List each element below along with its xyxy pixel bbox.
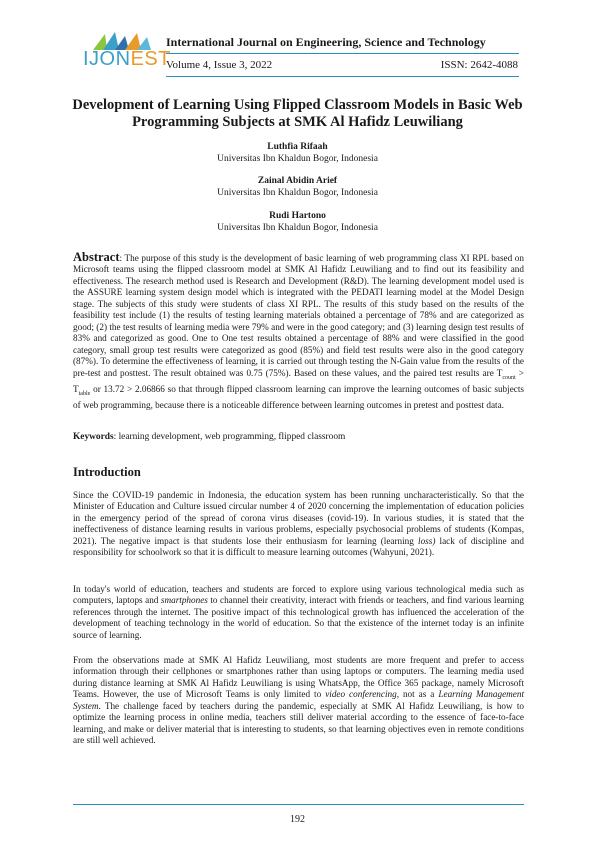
logo-text: IJONEST bbox=[83, 48, 171, 70]
author-name: Rudi Hartono bbox=[269, 211, 326, 221]
header-rule-top bbox=[166, 53, 519, 54]
journal-logo bbox=[83, 32, 171, 70]
section-heading-introduction: Introduction bbox=[73, 465, 141, 479]
intro-paragraph-2: In today's world of education, teachers and students are forced to explore using various technological media such as computers, laptops and smartphones to channel their creativity, interact with friends or teachers, and find various learning references through the internet. The positive impact of this technological growth has influenced the acceleration of the development of teaching technology in the world of education. So that the existence of the internet today is an infinite source of learning. bbox=[73, 584, 524, 640]
author-block-3 bbox=[60, 210, 535, 234]
journal-name: International Journal on Engineering, Science and Technology bbox=[166, 35, 486, 49]
author-affiliation: Universitas Ibn Khaldun Bogor, Indonesia bbox=[217, 188, 378, 198]
volume-issue: Volume 4, Issue 3, 2022 bbox=[166, 59, 273, 71]
intro-paragraph-3: From the observations made at SMK Al Hafidz Leuwiliang, most students are more frequent and prefer to access information through their cellphones or smartphones rather than using laptops or computers. The learning media used during distance learning at SMK Al Hafidz Leuwiliang is using WhatsApp, the Office 365 package, namely Microsoft Teams. However, the use of Microsoft Teams is only limited to video conferencing, not as a Learning Management System. The challenge faced by teachers during the pandemic, especially at SMK Al Hafidz Leuwiliang, is how to optimize the learning process in online media, teachers still deliver material according to the essence of face-to-face learning, and make or deliver material that is interesting to students, so that learning objectives even in remote conditions are still well achieved. bbox=[73, 655, 525, 746]
author-name: Luthfia Rifaah bbox=[267, 142, 328, 152]
journal-header bbox=[83, 28, 518, 78]
header-rule-bottom bbox=[166, 76, 519, 77]
author-name: Zainal Abidin Arief bbox=[257, 176, 338, 186]
page-number: 192 bbox=[290, 814, 305, 825]
keywords: Keywords: learning development, web programming, flipped classroom bbox=[73, 432, 346, 442]
abstract: Abstract: The purpose of this study is the development of basic learning of web programming class XI RPL based on Microsoft teams using the flipped classroom model at SMK Al Hafidz Leuwiliang and to find out its feasibility and effectiveness. The research method used is Research and Development (R&D). The learning development model used is the ASSURE learning system design model which is integrated with the PEDATI learning model at the Model Design stage. The subjects of this study were students of class XI RPL. The results of this study based on the results of the feasibility test include (1) the results of testing learning materials obtained a percentage of 78% and are categorized as good; (2) the test results of learning media were 79% and were in the good category; and (3) learning design test results of 83% and categorized as good. One to One test results obtained a percentage of 88% and were classified in the good category, small group test results were categorized as good (85%) and field test results were also in the good category (87%). To determine the effectiveness of learning, it is carried out through testing the N-Gain value from the results of the pre-test and posttest. The result obtained was 0.75 (75%). Based on these values, and the paired test results are $T_{count} > T_{table}$ or 13.72 > 2.06866 so that through flipped classroom learning can improve the learning outcomes of basic subjects of web programming, because there is a noticeable difference between learning outcomes in pretest and posttest data. bbox=[73, 250, 524, 411]
abstract-heading: Abstract bbox=[73, 250, 120, 264]
keywords-label: Keywords bbox=[73, 432, 114, 442]
paper-title: Development of Learning Using Flipped Classroom Models in Basic Web Programming Subjects at SMK Al Hafidz Leuwiliang bbox=[72, 97, 523, 130]
footer-rule bbox=[73, 804, 524, 805]
author-affiliation: Universitas Ibn Khaldun Bogor, Indonesia bbox=[217, 223, 378, 233]
author-block-1 bbox=[60, 141, 535, 165]
issn: ISSN: 2642-4088 bbox=[440, 59, 518, 71]
author-affiliation: Universitas Ibn Khaldun Bogor, Indonesia bbox=[217, 154, 378, 164]
author-block-2 bbox=[60, 175, 535, 199]
intro-paragraph-1: Since the COVID-19 pandemic in Indonesia, the education system has been running uncharacteristically. So that the Minister of Education and Culture issued circular number 4 of 2020 concerning the implementation of education policies in the emergency period of the spread of corona virus diseases (covid-19). In various studies, it is stated that the ineffectiveness of distance learning results in various problems, especially psychosocial problems of students (Kompas, 2021). The negative impact is that students lose their enthusiasm for learning (learning loss) lack of discipline and responsibility for schoolwork so that it is difficult to measure learning outcomes (Wahyuni, 2021). bbox=[73, 490, 524, 558]
